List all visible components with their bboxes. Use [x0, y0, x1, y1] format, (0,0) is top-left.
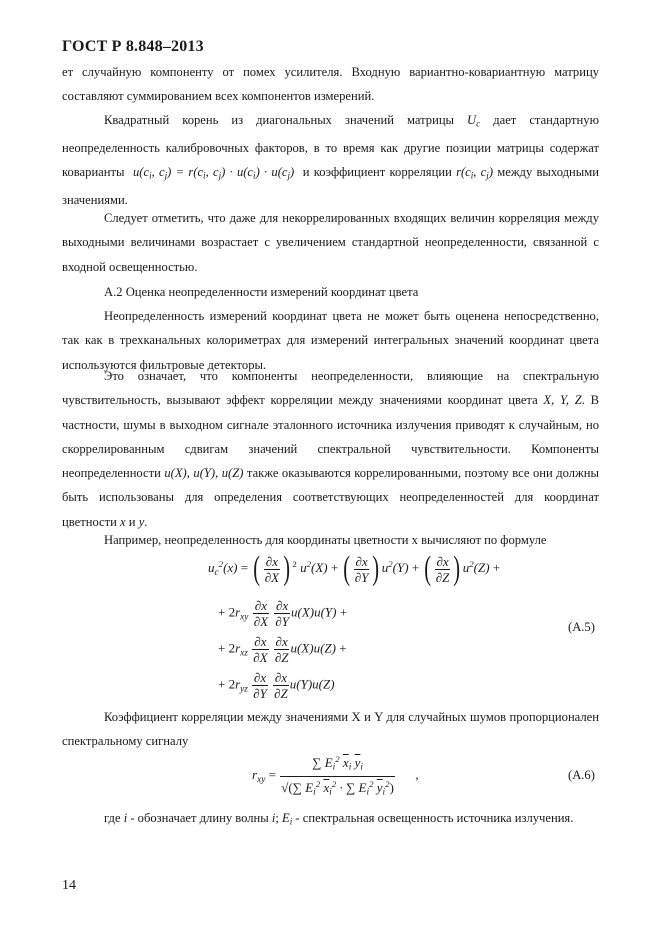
chromaticity-y: y: [138, 514, 145, 529]
symbol-i-2: i: [271, 811, 276, 825]
formula-a6: $r_{xy}$ = $\frac{\sum E_i^2 \overline{x}_i \overline{y}_i}{√(\sum E_i^2 \overline{x}_i^2 \cdot \sum E_i^2 \overline{y}_i^2)}$ ,: [252, 754, 419, 798]
paragraph-color-uncertainty: Неопределенность измерений координат цвета не может быть оценена непосредственно, так как в трехканальных колориметрах для измерений интегральных значений координат цвета используются фильтровые детекторы.: [62, 309, 599, 372]
formula-a5-line-2: + $2r_{xy}$ $\frac{\partial x}{\partial X}$ $\frac{\partial x}{\partial Y}$ u(X)u(Y) +: [218, 598, 348, 629]
symbol-i: i: [123, 811, 128, 825]
document-code-header: ГОСТ Р 8.848–2013: [62, 38, 204, 55]
paragraph-sqrt-diagonal-part-b: дает стандартную неопределенность калибровочных факторов, в то время как другие позиции матрицы содержат коварианты: [62, 113, 599, 180]
paragraph-where-definition: где i - обозначает длину волны i; $E_i$ - спектральная освещенность источника излучения.: [104, 811, 574, 827]
matrix-symbol: $U_c$: [467, 113, 481, 129]
formula-a5-line-1: $u_c^2(x)$ = ( $\frac{\partial x}{\partial X}$ ) $^2$ $u^2(X)$ + ( $\frac{\partial x}{\partial Y}$ ) $u^2(Y)$ + ( $\frac{\partial x}{\partial Z}$ ) $u^2(Z)$ +: [208, 550, 501, 587]
symbol-ei: $E_i$: [282, 811, 293, 827]
paragraph-formula-intro: Например, неопределенность для координаты цветности x вычисляют по формуле: [104, 533, 547, 547]
paragraph-where-part-c: - спектральная освещенность источника излучения.: [292, 811, 574, 825]
paragraph-where-part-a: где: [104, 811, 124, 825]
paragraph-note-correlation: Следует отметить, что даже для некоррелированных входящих величин корреляция между выходными величинами возрастает с увеличением стандартной неопределенности, связанной с входной освещенностью.: [62, 211, 599, 274]
formula-a5-line-3: + $2r_{xz}$ $\frac{\partial x}{\partial X}$ $\frac{\partial x}{\partial Z}$ u(X)u(Z) +: [218, 634, 347, 665]
covariance-formula: $u(c_i$, $c_j) = r(c_i$, $c_j) \cdot u(c_i) \cdot u(c_j)$: [128, 165, 299, 182]
paragraph-sqrt-diagonal: [62, 108, 599, 213]
paragraph-spectral-sensitivity-part-d: .: [144, 514, 148, 529]
equation-number-a6: (А.6): [568, 768, 595, 782]
equation-number-a5: (А.5): [568, 620, 595, 634]
paragraph-spectral-sensitivity-part-c: также оказываются коррелированными, поэтому все они должны быть использованы для определения соответствующих неопределенностей для координат цветности: [62, 466, 599, 529]
uncertainty-components: u(X), u(Y), u(Z): [164, 466, 244, 481]
paragraph-spectral-sensitivity-part-b: . В частности, шумы в выходном сигнале эталонного источника излучения приводят к случайным, но скоррелированным сдвигам значений спектральной чувствительности. Компоненты неопределенности: [62, 393, 599, 481]
page-number: 14: [62, 878, 76, 893]
paragraph-where-part-b: - обозначает длину волны: [127, 811, 272, 825]
formula-a5-line-4: + $2r_{yz}$ $\frac{\partial x}{\partial Y}$ $\frac{\partial x}{\partial Z}$ u(Y)u(Z): [218, 670, 335, 701]
paragraph-spectral-sensitivity-part-a: Это означает, что компоненты неопределенности, влияющие на спектральную чувствительность, вызывают эффект корреляции между значениями координат цвета: [62, 369, 599, 408]
paragraph-sqrt-diagonal-part-a: Квадратный корень из диагональных значений матрицы: [104, 113, 468, 127]
correlation-formula: $r(c_i$, $c_j$): [456, 165, 494, 182]
paragraph-spectral-sensitivity: Это означает, что компоненты неопределенности, влияющие на спектральную чувствительность, вызывают эффект корреляции между значениями координат цвета X, Y, Z. В частности, шумы в выходном сигнале эталонного источника излучения приводят к случайным, но скоррелированным сдвигам значений спектральной чувствительности. Компоненты неопределенности u(X), u(Y), u(Z) также оказываются коррелированными, поэтому все они должны быть использованы для определения соответствующих неопределенностей для координат цветности x и y.: [62, 369, 599, 529]
section-heading-a2: А.2 Оценка неопределенности измерений координат цвета: [104, 285, 419, 299]
color-coordinates-xyz: X, Y, Z: [543, 393, 582, 408]
paragraph-sqrt-diagonal-part-d: между выходными значениями.: [62, 165, 599, 208]
chromaticity-coordinates: x: [120, 514, 126, 529]
paragraph-sqrt-diagonal-part-c: и коэффициент корреляции: [298, 165, 457, 180]
paragraph-continuation: ет случайную компоненту от помех усилителя. Входную вариантно-ковариантную матрицу составляют суммированием всех компонентов измерений.: [62, 65, 599, 104]
paragraph-correlation-coefficient: Коэффициент корреляции между значениями X и Y для случайных шумов пропорционален спектральному сигналу: [62, 710, 599, 749]
